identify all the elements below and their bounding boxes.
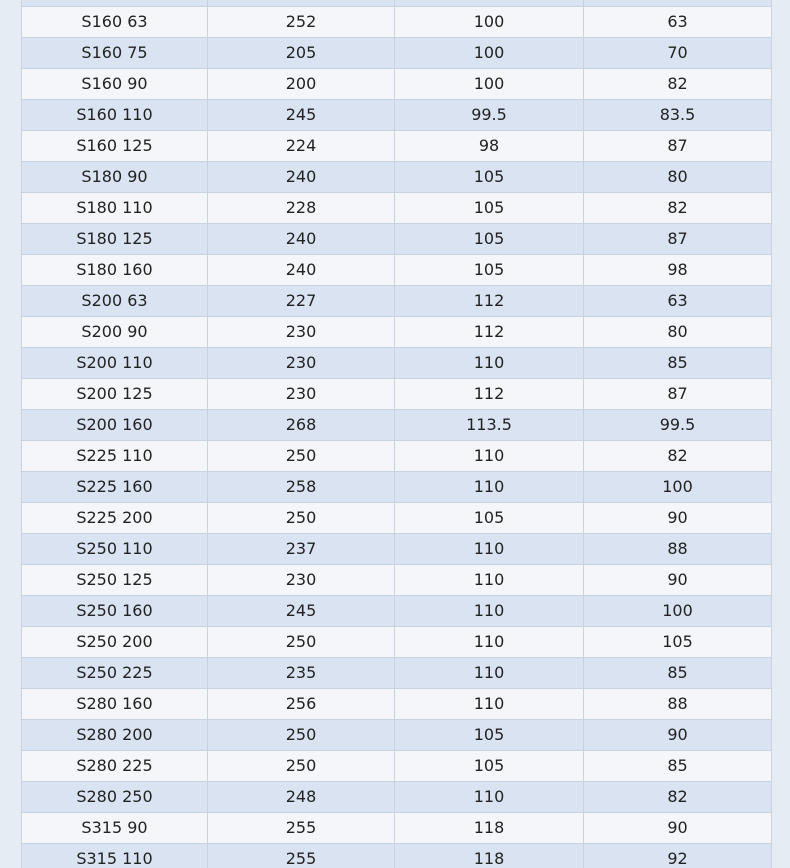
table-row (22, 286, 772, 317)
model-cell: S180 90 (22, 162, 208, 193)
table-row (22, 131, 772, 162)
model-cell: S250 160 (22, 596, 208, 627)
table-row (22, 317, 772, 348)
dimension-c-cell: 99.5 (584, 410, 772, 441)
table-row (22, 627, 772, 658)
dimension-a-cell: 240 (208, 224, 395, 255)
model-cell: S180 110 (22, 193, 208, 224)
dimension-c-cell: 63 (584, 7, 772, 38)
dimension-a-cell: 250 (208, 720, 395, 751)
model-cell: S180 125 (22, 224, 208, 255)
table-row (22, 162, 772, 193)
dimension-b-cell: 100 (395, 69, 584, 100)
dimension-c-cell: 80 (584, 162, 772, 193)
dimension-b-cell: 105 (395, 751, 584, 782)
dimension-a-cell: 258 (208, 472, 395, 503)
spec-table (21, 0, 772, 868)
dimension-c-cell: 90 (584, 565, 772, 596)
model-cell: S160 63 (22, 7, 208, 38)
dimension-a-cell: 250 (208, 627, 395, 658)
dimension-b-cell: 105 (395, 255, 584, 286)
model-cell: S160 110 (22, 100, 208, 131)
model-cell: S280 200 (22, 720, 208, 751)
model-cell: S180 160 (22, 255, 208, 286)
model-cell: S160 125 (22, 131, 208, 162)
model-cell: S200 90 (22, 317, 208, 348)
table-row (22, 844, 772, 868)
dimension-b-cell: 110 (395, 565, 584, 596)
dimension-b-cell: 105 (395, 720, 584, 751)
model-cell: S315 110 (22, 844, 208, 868)
table-row (22, 255, 772, 286)
dimension-c-cell: 90 (584, 720, 772, 751)
table-row (22, 534, 772, 565)
dimension-a-cell: 224 (208, 131, 395, 162)
model-cell: S200 110 (22, 348, 208, 379)
dimension-a-cell: 230 (208, 379, 395, 410)
dimension-a-cell: 230 (208, 565, 395, 596)
dimension-c-cell: 85 (584, 658, 772, 689)
table-row (22, 69, 772, 100)
model-cell: S225 200 (22, 503, 208, 534)
dimension-c-cell: 83.5 (584, 100, 772, 131)
dimension-a-cell: 237 (208, 534, 395, 565)
dimension-b-cell: 100 (395, 7, 584, 38)
dimension-a-cell: 255 (208, 813, 395, 844)
dimension-c-cell: 90 (584, 813, 772, 844)
model-cell: S280 225 (22, 751, 208, 782)
dimension-a-cell: 205 (208, 38, 395, 69)
table-row (22, 596, 772, 627)
dimension-c-cell: 82 (584, 193, 772, 224)
dimension-a-cell: 227 (208, 286, 395, 317)
model-cell: S250 200 (22, 627, 208, 658)
dimension-b-cell: 110 (395, 348, 584, 379)
dimension-a-cell: 268 (208, 410, 395, 441)
dimension-b-cell: 105 (395, 224, 584, 255)
dimension-c-cell: 100 (584, 472, 772, 503)
dimension-c-cell: 70 (584, 38, 772, 69)
spec-table-container (21, 0, 771, 868)
dimension-a-cell: 200 (208, 69, 395, 100)
table-row (22, 193, 772, 224)
dimension-c-cell: 87 (584, 131, 772, 162)
dimension-b-cell: 110 (395, 627, 584, 658)
model-cell: S250 225 (22, 658, 208, 689)
table-row (22, 348, 772, 379)
table-row (22, 503, 772, 534)
table-row (22, 689, 772, 720)
dimension-c-cell: 100 (584, 596, 772, 627)
table-row (22, 813, 772, 844)
dimension-c-cell: 105 (584, 627, 772, 658)
dimension-a-cell: 250 (208, 751, 395, 782)
dimension-a-cell: 240 (208, 162, 395, 193)
table-row (22, 720, 772, 751)
dimension-c-cell: 92 (584, 844, 772, 868)
table-row (22, 751, 772, 782)
dimension-b-cell: 118 (395, 813, 584, 844)
dimension-b-cell: 105 (395, 193, 584, 224)
model-cell: S225 110 (22, 441, 208, 472)
dimension-b-cell: 112 (395, 379, 584, 410)
dimension-a-cell: 230 (208, 348, 395, 379)
model-cell: S250 125 (22, 565, 208, 596)
dimension-b-cell: 118 (395, 844, 584, 868)
dimension-a-cell: 240 (208, 255, 395, 286)
dimension-a-cell: 248 (208, 782, 395, 813)
dimension-b-cell: 110 (395, 689, 584, 720)
dimension-a-cell: 245 (208, 596, 395, 627)
model-cell: S200 160 (22, 410, 208, 441)
table-row (22, 441, 772, 472)
dimension-c-cell: 87 (584, 224, 772, 255)
model-cell: S200 63 (22, 286, 208, 317)
table-row (22, 410, 772, 441)
model-cell: S315 90 (22, 813, 208, 844)
model-cell: S250 110 (22, 534, 208, 565)
table-row (22, 38, 772, 69)
model-cell: S225 160 (22, 472, 208, 503)
dimension-c-cell: 63 (584, 286, 772, 317)
dimension-c-cell: 82 (584, 69, 772, 100)
dimension-a-cell: 235 (208, 658, 395, 689)
dimension-c-cell: 85 (584, 348, 772, 379)
table-row (22, 224, 772, 255)
model-cell: S160 90 (22, 69, 208, 100)
dimension-c-cell: 82 (584, 441, 772, 472)
dimension-c-cell: 88 (584, 689, 772, 720)
dimension-b-cell: 110 (395, 472, 584, 503)
table-row (22, 7, 772, 38)
dimension-b-cell: 105 (395, 162, 584, 193)
dimension-a-cell: 255 (208, 844, 395, 868)
dimension-c-cell: 85 (584, 751, 772, 782)
table-row (22, 379, 772, 410)
dimension-c-cell: 87 (584, 379, 772, 410)
dimension-b-cell: 110 (395, 658, 584, 689)
dimension-b-cell: 100 (395, 38, 584, 69)
dimension-a-cell: 252 (208, 7, 395, 38)
dimension-b-cell: 98 (395, 131, 584, 162)
dimension-a-cell: 256 (208, 689, 395, 720)
dimension-b-cell: 105 (395, 503, 584, 534)
dimension-c-cell: 88 (584, 534, 772, 565)
model-cell: S280 160 (22, 689, 208, 720)
model-cell: S160 75 (22, 38, 208, 69)
table-row (22, 472, 772, 503)
dimension-a-cell: 228 (208, 193, 395, 224)
dimension-b-cell: 112 (395, 317, 584, 348)
dimension-a-cell: 250 (208, 441, 395, 472)
table-row (22, 658, 772, 689)
dimension-a-cell: 230 (208, 317, 395, 348)
dimension-a-cell: 250 (208, 503, 395, 534)
dimension-c-cell: 82 (584, 782, 772, 813)
dimension-a-cell: 245 (208, 100, 395, 131)
dimension-b-cell: 110 (395, 596, 584, 627)
table-row (22, 565, 772, 596)
dimension-c-cell: 98 (584, 255, 772, 286)
dimension-b-cell: 99.5 (395, 100, 584, 131)
dimension-b-cell: 110 (395, 782, 584, 813)
spec-table-body (22, 0, 772, 868)
dimension-b-cell: 112 (395, 286, 584, 317)
model-cell: S200 125 (22, 379, 208, 410)
dimension-c-cell: 80 (584, 317, 772, 348)
dimension-b-cell: 113.5 (395, 410, 584, 441)
table-row (22, 782, 772, 813)
table-row (22, 100, 772, 131)
model-cell: S280 250 (22, 782, 208, 813)
dimension-c-cell: 90 (584, 503, 772, 534)
dimension-b-cell: 110 (395, 441, 584, 472)
dimension-b-cell: 110 (395, 534, 584, 565)
